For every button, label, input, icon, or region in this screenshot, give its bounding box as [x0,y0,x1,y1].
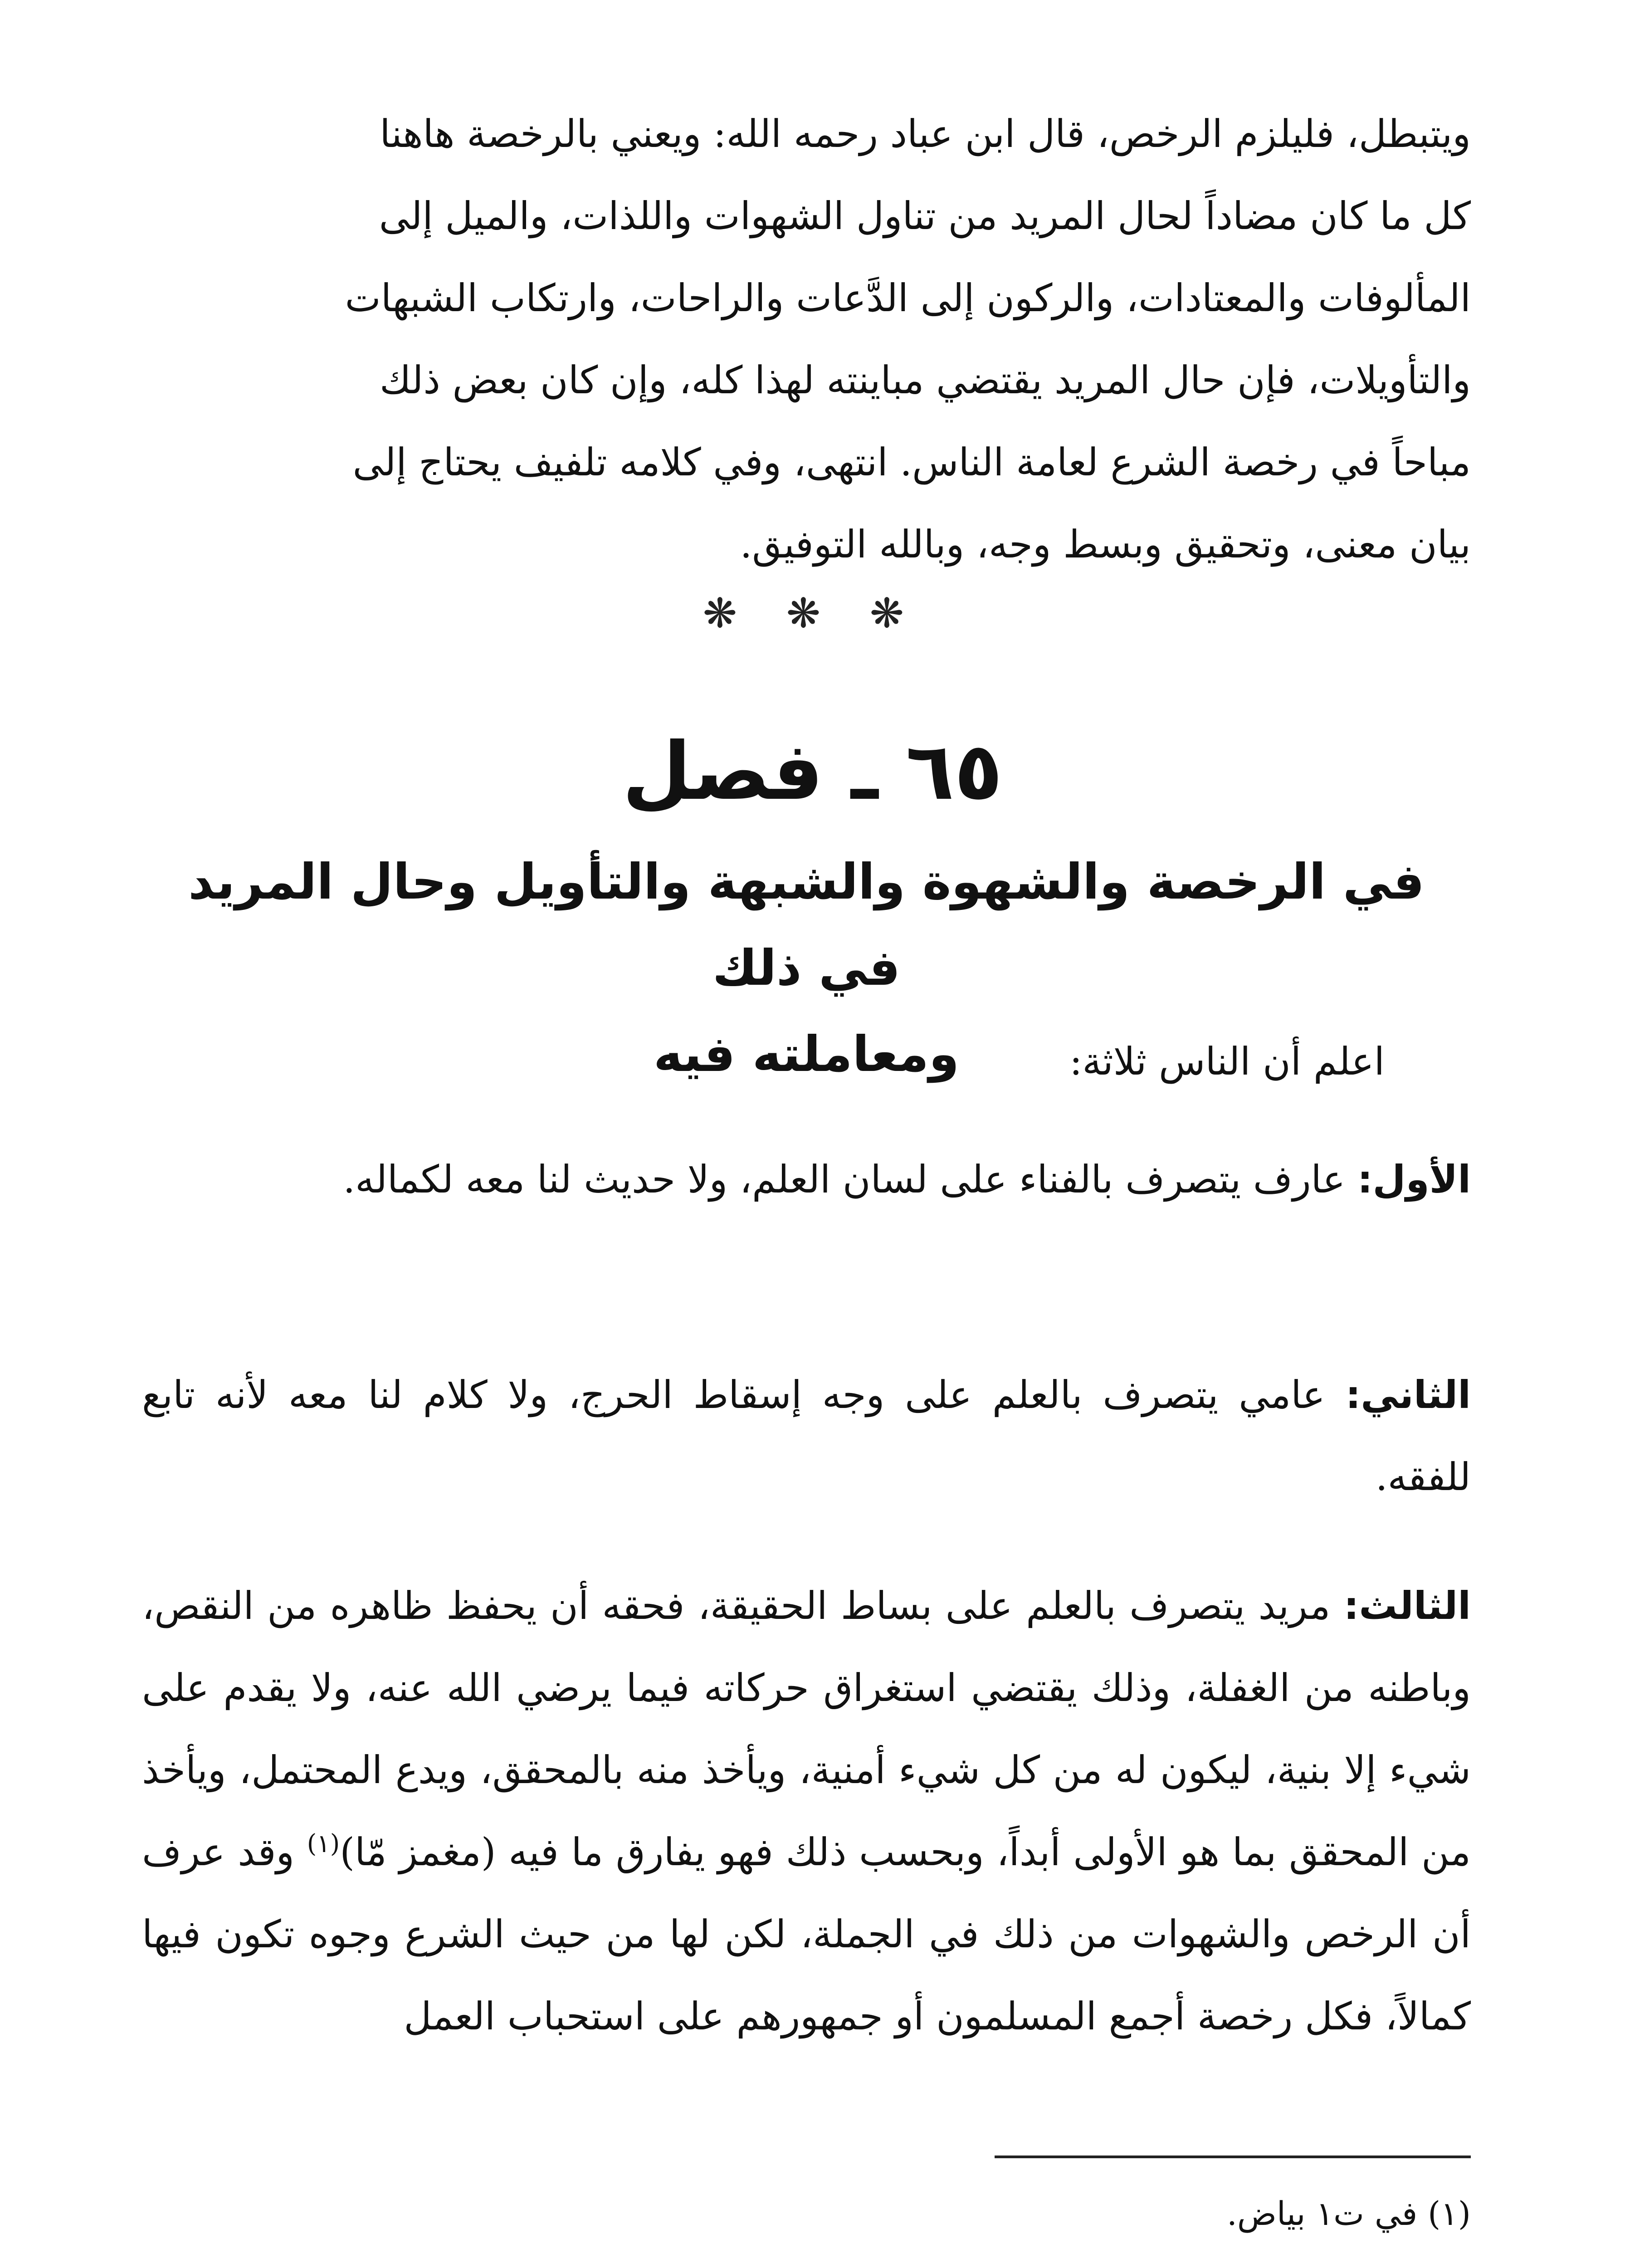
intro-line: المألوفات والمعتادات، والركون إلى الدَّعات والراحات، وارتكاب الشبهات [345,276,1471,320]
intro-line: ويتبطل، فليلزم الرخص، قال ابن عباد رحمه الله: ويعني بالرخصة هاهنا [380,112,1471,156]
chapter-title-line: ومعاملته فيه [654,1026,959,1083]
paragraph-third [142,1565,1471,2058]
paragraph-term: الثالث: [1343,1584,1471,1628]
paragraph-text: عامي يتصرف بالعلم على وجه إسقاط الحرج، ولا كلام لنا معه لأنه تابع للفقه. [142,1373,1471,1499]
paragraph-second [142,1354,1471,1518]
paragraph-text: مريد يتصرف بالعلم على بساط الحقيقة، فحقه أن يحفظ ظاهره من النقص، وباطنه من الغفلة، وذلك يقتضي استغراق حركاته فيما يرضي الله عنه، ولا يقدم على شيء إلا بنية، ليكون له من كل شيء أمنية، ويأخذ منه بالمحقق، ويدع المحتمل، ويأخذ من المحقق بما هو الأولى أبداً، وبحسب ذلك فهو يفارق ما فيه (مغمز مّا) [142,1584,1471,1874]
intro-line: كل ما كان مضاداً لحال المريد من تناول الشهوات واللذات، والميل إلى [379,194,1471,238]
intro-line: والتأويلات، فإن حال المريد يقتضي مباينته لهذا كله، وإن كان بعض ذلك [380,358,1471,402]
section-separator: ❋ ❋ ❋ [703,590,922,637]
intro-line: بيان معنى، وتحقيق وبسط وجه، وبالله التوفيق. [740,522,1471,567]
footnote-divider [995,2156,1471,2158]
chapter-heading: ٦٥ ـ فصل [622,726,1003,818]
paragraph-term: الأول: [1357,1157,1471,1202]
paragraph-text: عارف يتصرف بالفناء على لسان العلم، ولا حديث لنا معه لكماله. [343,1157,1357,1202]
footnote-marker[interactable]: (١) [307,1829,340,1858]
footnote: (١) في ت١ بياض. [1226,2195,1471,2233]
paragraph-text: وقد عرف أن الرخص والشهوات من ذلك في الجملة، لكن لها من حيث الشرع وجوه تكون فيها كمالاً، فكل رخصة أجمع المسلمون أو جمهورهم على استحباب العمل [142,1830,1471,2038]
paragraph-term: الثاني: [1345,1373,1471,1417]
intro-paragraph [142,93,1471,586]
paragraph-first [142,1139,1471,1221]
intro-line: مباحاً في رخصة الشرع لعامة الناس. انتهى، وفي كلامه تلفيف يحتاج إلى [352,440,1471,484]
lead-sentence: اعلم أن الناس ثلاثة: [1069,1039,1385,1084]
chapter-title-line: في الرخصة والشهوة والشبهة والتأويل وحال المريد في ذلك [188,854,1425,997]
